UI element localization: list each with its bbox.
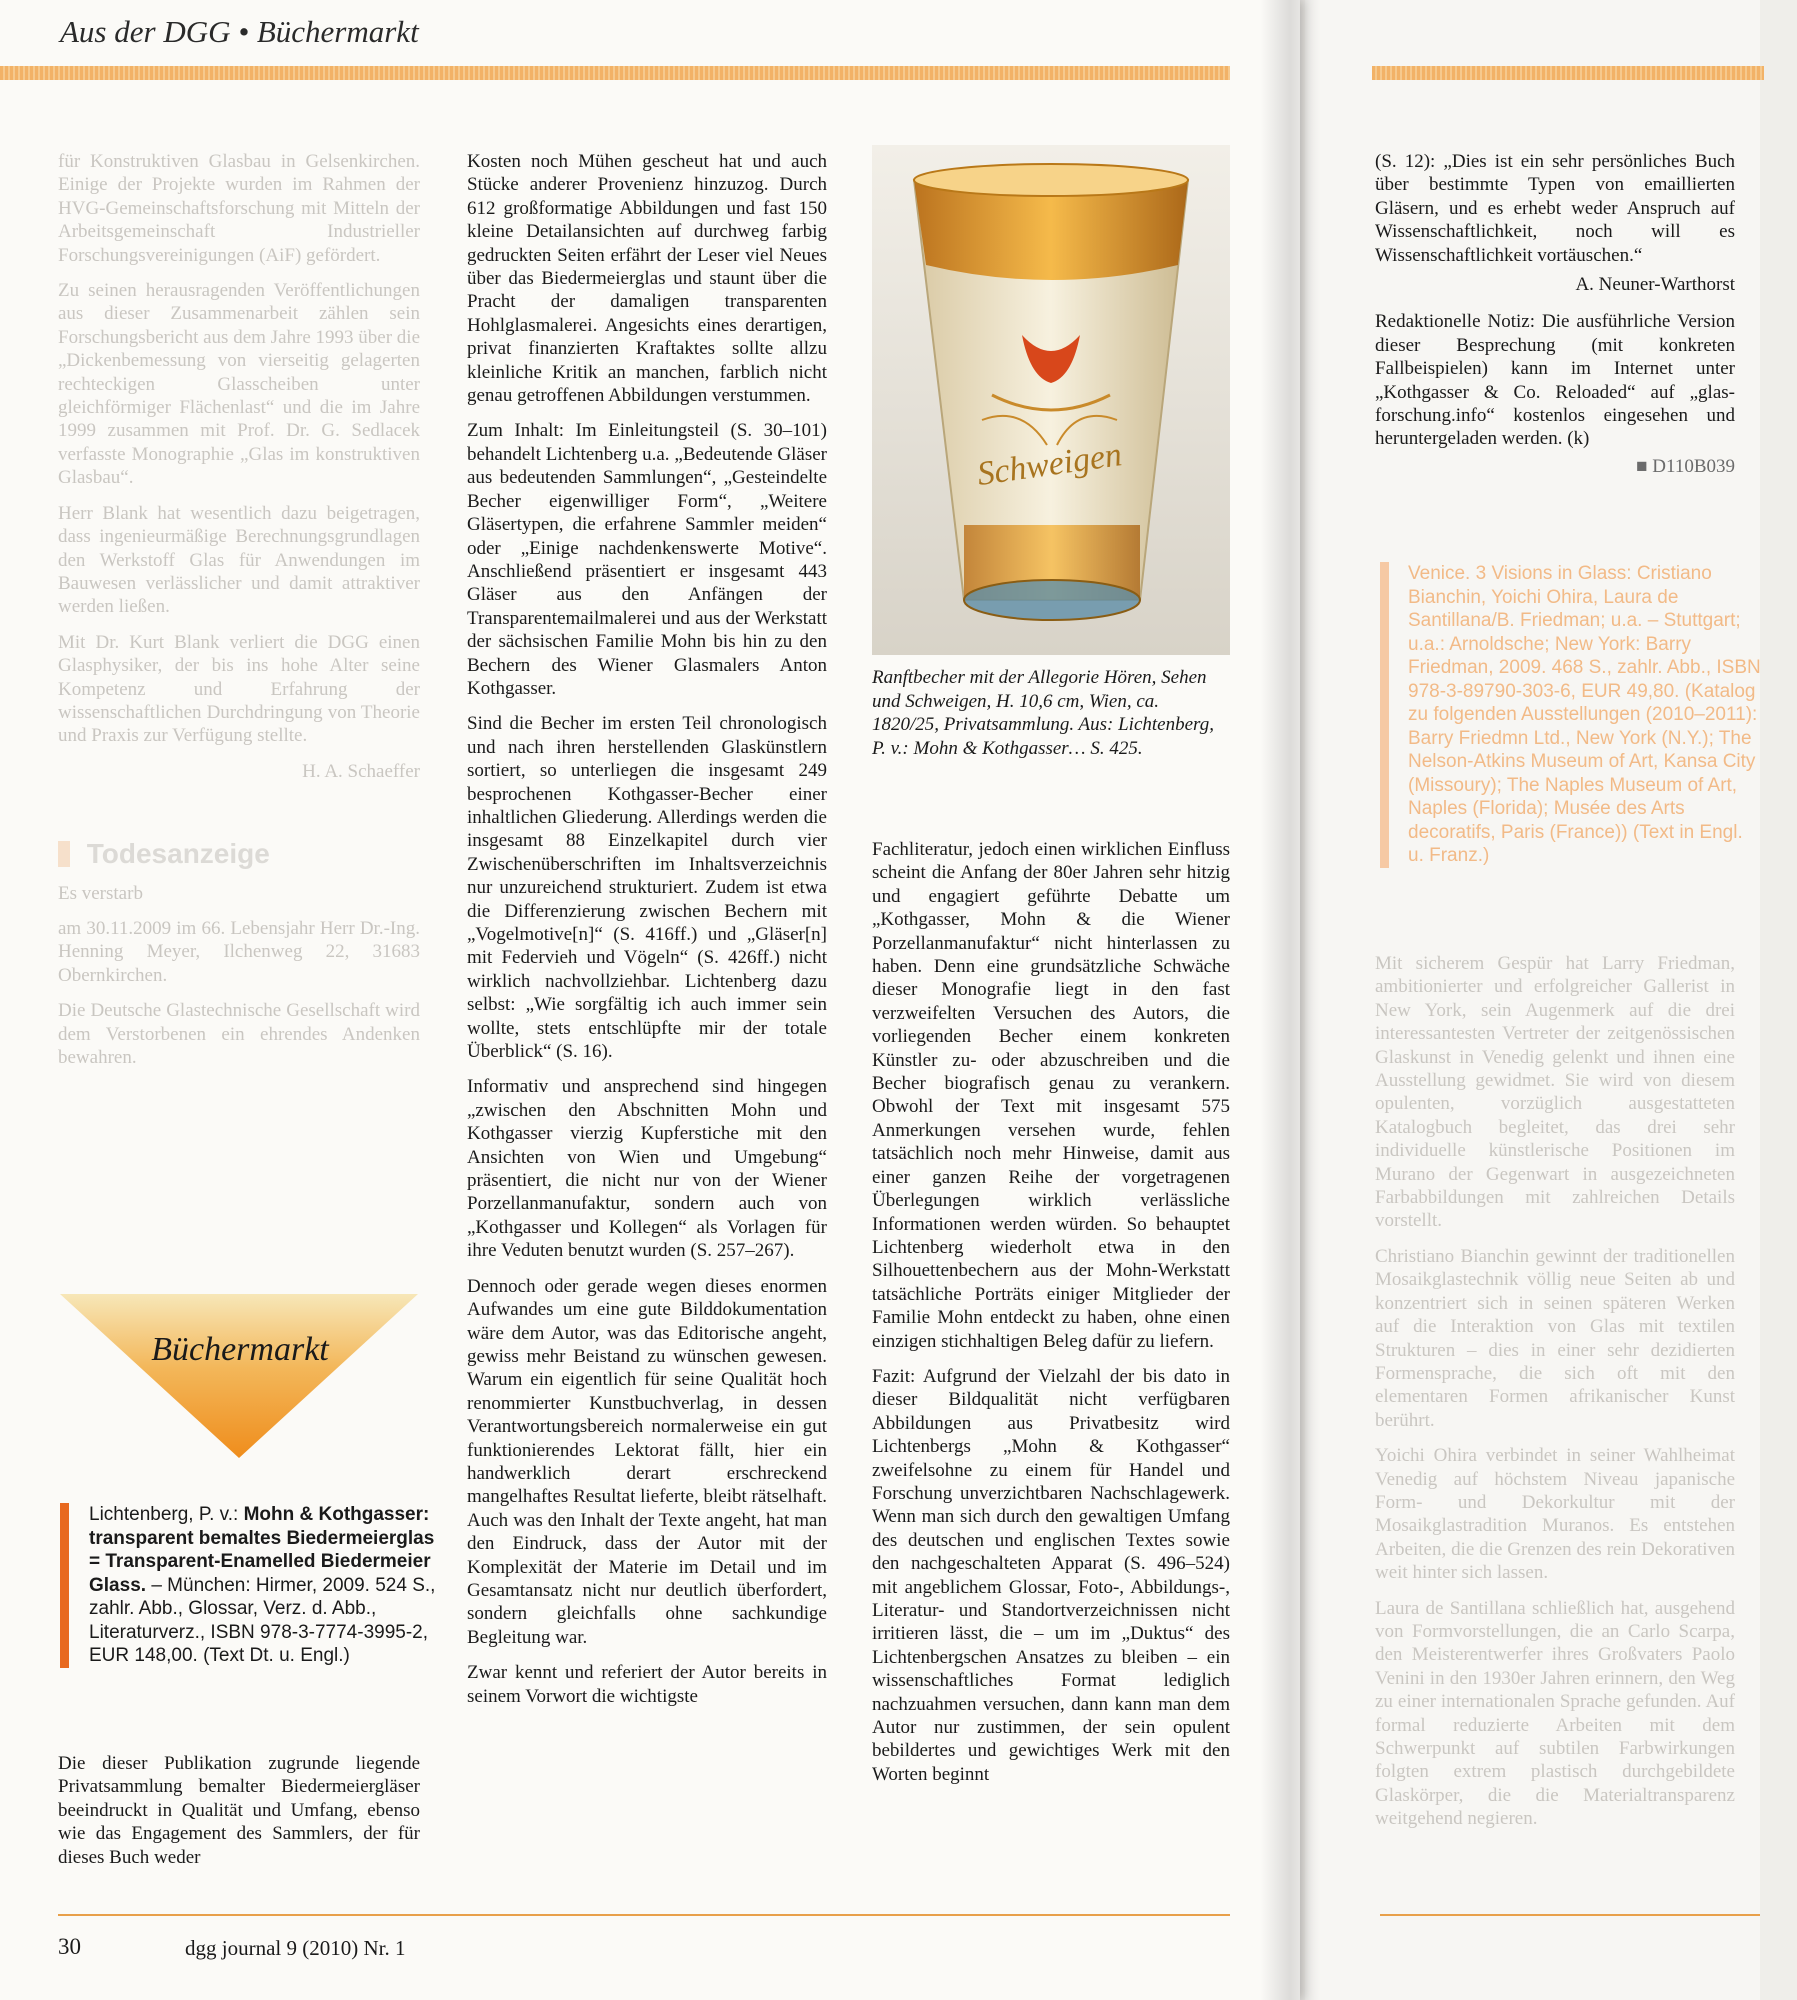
faded-paragraph: Mit Dr. Kurt Blank verliert die DGG einen Glasphysiker, der bis ins hohe Alter seine Kompetenz und Erfahrung der wissenschaftlichen Durchdringung von Theorie und Praxis zur Verfügung stellte. bbox=[58, 631, 420, 747]
book-title: Mohn & Kothgasser: transparent bemaltes Biedermeierglas = Transparent-Enamelled Biedermeier Glass. bbox=[89, 1504, 435, 1596]
glass-inscription: Schweigen bbox=[974, 436, 1125, 494]
facing-column bbox=[1375, 150, 1735, 478]
section-triangle-banner bbox=[58, 1292, 420, 1460]
book-author: Lichtenberg, P. v.: bbox=[89, 1504, 244, 1525]
column-1-intro bbox=[58, 1752, 420, 1881]
facing-faded-column bbox=[1375, 952, 1735, 1843]
page-number: 30 bbox=[58, 1934, 81, 1959]
faded-paragraph: Zu seinen herausragenden Veröffentlichungen aus dieser Zusammenarbeit zählen sein Forschungsbericht aus dem Jahre 1993 über die „Dickenbemessung von vierseitig gelagerten rechteckigen Glasscheiben unter gleichförmiger Flächenlast“ und die im Jahre 1999 zusammen mit Prof. Dr. G. Sedlacek verfasste Monographie „Glas im konstruktiven Glasbau“. bbox=[58, 280, 420, 489]
header-bar bbox=[0, 66, 1230, 80]
faded-signature: H. A. Schaeffer bbox=[302, 760, 420, 782]
article-code: ■ D110B039 bbox=[1636, 455, 1735, 477]
faded-paragraph: Christiano Bianchin gewinnt der traditionellen Mosaikglastechnik völlig neue Seiten ab und konzentriert sich in seinen späteren Werken auf die Interaktion von Glas mit textilen Strukturen – dies in einer sehr dezidierten Formensprache, die sich oft mit den elementaren Formen afrikanischer Kunst berührt. bbox=[1375, 1245, 1735, 1431]
facing-footer-rule bbox=[1380, 1914, 1760, 1916]
next-page-edge bbox=[1760, 0, 1797, 2000]
running-head: Aus der DGG • Büchermarkt bbox=[60, 14, 419, 49]
paragraph: Informativ und ansprechend sind hingegen „zwischen den Abschnitten Mohn und Kothgasser vierzig Kupferstiche mit den Ansichten von Wien und Umgebung“ präsentiert, die nicht nur von der Wiener Porzellanmanufaktur, sondern auch von „Kothgasser und Kollegen“ als Vorlagen für ihre Veduten benutzt wurden (S. 257–267). bbox=[467, 1076, 827, 1262]
paragraph: Kosten noch Mühen gescheut hat und auch Stücke anderer Provenienz hinzuzog. Durch 612 großformatige Abbildungen und fast 150 kleine Detailansichten auf durchweg farbig gedruckten Seiten erfährt der Leser viel Neues über das Biedermeierglas und staunt über die Pracht der damaligen transparenten Hohlglasmalerei. Angesichts eines derartigen, privat finanzierten Kraftaktes sollte allzu kleinliche Kritik an manchen, farblich nicht genau getroffenen Abbildungen verstummen. bbox=[467, 151, 827, 407]
paragraph: Zwar kennt und referiert der Autor bereits in seinem Vorwort die wichtigste bbox=[467, 1662, 827, 1707]
quote: (S. 12): „Dies ist ein sehr persönliches Buch über bestimmte Typen von emaillierten Gläsern, und es erhebt weder Anspruch auf Wissenschaftlichkeit, noch will es Wissenschaftlichkeit vortäuschen.“ bbox=[1375, 151, 1735, 266]
faded-heading: Todesanzeige bbox=[86, 838, 270, 870]
book-details: – München: Hirmer, 2009. 524 S., zahlr. Abb., Glossar, Verz. d. Abb., Literaturverz., ISBN 978-3-7774-3995-2, EUR 148,00. (Text Dt. u. Engl.) bbox=[89, 1574, 436, 1666]
paragraph: Zum Inhalt: Im Einleitungsteil (S. 30–101) behandelt Lichtenberg u.a. „Bedeutende Gläser aus bedeutenden Sammlungen“, „Gesteindelte Becher eigenwilliger Form“, „Weitere Gläsertypen, die erfahrene Sammler meiden“ oder „Einige nachdenkenswerte Motive“. Anschließend präsentiert er insgesamt 443 Gläser aus den Anfängen der Transparentemailmalerei und aus der Werkstatt der sächsischen Familie Mohn bis hin zu den Bechern des Wiener Glasmalers Anton Kothgasser. bbox=[467, 420, 827, 699]
faded-paragraph: Herr Blank hat wesentlich dazu beigetragen, dass ingenieurmäßige Berechnungsgrundlagen den Werkstoff Glas für Anwendungen im Bauwesen verlässlicher und damit attraktiver werden ließen. bbox=[58, 502, 420, 618]
column-3 bbox=[872, 838, 1230, 1798]
faded-paragraph: Die Deutsche Glastechnische Gesellschaft wird dem Verstorbenen ein ehrendes Andenken bewahren. bbox=[58, 1000, 420, 1068]
page-gutter bbox=[1260, 0, 1320, 2000]
column-1 bbox=[58, 150, 420, 1081]
paragraph: Die dieser Publikation zugrunde liegende Privatsammlung bemalter Biedermeiergläser beeindruckt in Qualität und Umfang, ebenso wie das Engagement des Sammlers, der für dieses Buch weder bbox=[58, 1753, 420, 1868]
review-signature: A. Neuner-Warthorst bbox=[1575, 274, 1735, 296]
section-label: Büchermarkt bbox=[151, 1331, 329, 1368]
paragraph: Fazit: Aufgrund der Vielzahl der bis dato in dieser Bildqualität nicht verfügbaren Abbildungen aus Privatbesitz wird Lichtenbergs „Mohn & Kothgasser“ zweifelsohne zu einem für Handel und Forschung unverzichtbaren Nachschlagewerk. Wenn man sich durch den gewaltigen Umfang des deutschen und englischen Textes sowie den nachgeschalteten Apparat (S. 496–524) mit angeblichem Glossar, Foto-, Abbildungs-, Literatur- und Standortverzeichnissen nicht irritieren lässt, die – um im „Duktus“ des Lichtenbergschen Ansatzes zu bleiben – ein wissenschaftliches Format lediglich nachzuahmen versuchen, dann kann man dem Autor nur zustimmen, der sein opulent bebildertes und gewichtiges Werk mit den Worten beginnt bbox=[872, 1365, 1230, 1785]
journal-name: dgg journal 9 (2010) Nr. 1 bbox=[185, 1936, 406, 1960]
editorial-note: Redaktionelle Notiz: Die ausführliche Version dieser Besprechung (mit konkreten Fallbeispielen) kann im Internet unter „Kothgasser & Co. Reloaded“ auf „glas-forschung.info“ kostenlos eingesehen und heruntergeladen werden. (k) bbox=[1375, 311, 1735, 450]
faded-paragraph: Yoichi Ohira verbindet in seiner Wahlheimat Venedig auf höchstem Niveau japanische Form- und Dekorkultur mit der Mosaikglastradition Muranos. Es entstehen Arbeiten, die die Grenzen des rein Dekorativen weit hinter sich lassen. bbox=[1375, 1445, 1735, 1584]
faded-paragraph: Laura de Santillana schließlich hat, ausgehend von Formvorstellungen, die an Carlo Scarpa, den Meisterentwerfer ihres Großvaters Paolo Venini in den 1930er Jahren erinnern, den Weg zu einer internationalen Sprache gefunden. Auf formal reduzierte Arbeiten mit dem Schwerpunkt auf subtilen Farbwirkungen folgten extrem plastisch durchgebildete Glaskörper, die die Materialtransparenz weitgehend negieren. bbox=[1375, 1597, 1735, 1830]
faded-heading-marker bbox=[58, 841, 70, 867]
footer-rule bbox=[58, 1914, 1230, 1916]
figure-caption: Ranftbecher mit der Allegorie Hören, Sehen und Schweigen, H. 10,6 cm, Wien, ca. 1820/25, Privatsammlung. Aus: Lichtenberg, P. v.: Mohn & Kothgasser… S. 425. bbox=[872, 667, 1214, 759]
paragraph: Sind die Becher im ersten Teil chronologisch und nach ihren herstellenden Glaskünstlern sortiert, so unterliegen die insgesamt 249 besprochenen Kothgasser-Becher einer inhaltlichen Gliederung. Allerdings werden die insgesamt 88 Einzelkapitel durch vier Zwischenüberschriften im Inhaltsverzeichnis nur unzureichend strukturiert. Zudem ist etwa die Differenzierung zwischen Bechern mit „Vogelmotive[n]“ (S. 416ff.) und „Gläser[n] mit Federvieh und Vögeln“ (S. 426ff.) nicht wirklich nachvollziehbar. Lichtenberg dazu selbst: „Wie sorgfältig ich auch immer sein wollte, stets entschlüpfte mir der totale Überblick“ (S. 16). bbox=[467, 713, 827, 1063]
paragraph: Fachliteratur, jedoch einen wirklichen Einfluss scheint die Anfang der 80er Jahren sehr hitzig und engagiert geführte Debatte um „Kothgasser, Mohn & die Wiener Porzellanmanufaktur“ nicht hinterlassen zu haben. Denn eine grundsätzliche Schwäche dieser Monografie liegt in den fast verzweifelten Versuchen des Autors, die vorliegenden Becher einem konkreten Künstler zu- oder abzuschreiben und die Becher biografisch genau zu verankern. Obwohl der Text mit insgesamt 575 Anmerkungen versehen wurde, fehlen tatsächlich noch mehr Hinweise, damit aus einer ganzen Reihe der vorgetragenen Überlegungen wirklich verlässliche Informationen werden würden. So behauptet Lichtenberg wiederholt etwa in den Silhouettenbechern aus der Mohn-Werkstatt tatsächliche Porträts einiger Mitglieder der Familie Mohn entdeckt zu haben, ohne einen einzigen stichhaltigen Beleg dafür zu liefern. bbox=[872, 839, 1230, 1352]
faded-paragraph: Es verstarb bbox=[58, 882, 143, 904]
faded-paragraph: Mit sicherem Gespür hat Larry Friedman, ambitionierter und erfolgreicher Gallerist in New York, sein Augenmerk auf die drei interessantesten Vertreter der zeitgenössischen Glaskunst in Venedig gelenkt und ihnen eine Ausstellung gewidmet. Sie wird von diesem opulenten, vorzüglich ausgestatteten Katalogbuch begleitet, das drei sehr individuelle künstlerische Positionen im Murano der Gegenwart in ausgezeichneten Farbabbildungen mit zahlreichen Details vorstellt. bbox=[1375, 953, 1735, 1232]
faded-paragraph: für Konstruktiven Glasbau in Gelsenkirchen. Einige der Projekte wurden im Rahmen der HVG-Gemeinschaftsforschung mit Mitteln der Arbeitsgemeinschaft Industrieller Forschungsvereinigungen (AiF) gefördert. bbox=[58, 151, 420, 266]
paragraph: Dennoch oder gerade wegen dieses enormen Aufwandes um eine gute Bilddokumentation wäre dem Autor, was das Editorische angeht, gewiss mehr Beistand zu wünschen gewesen. Warum ein eigentlich für seine Qualität hoch renommierter Kunstbuchverlag, in dessen Verantwortungsbereich normalerweise ein gut funktionierendes Lektorat fällt, hier ein handwerklich derart erschreckend mangelhaftes Resultat lieferte, bleibt rätselhaft. Auch was den Inhalt der Texte angeht, hat man den Eindruck, dass der Autor mit der Komplexität der Materie im Detail und im Gesamtansatz nicht nur deutlich überfordert, sondern gleichfalls ohne sachkundige Begleitung war. bbox=[467, 1275, 827, 1648]
faded-paragraph: am 30.11.2009 im 66. Lebensjahr Herr Dr.-Ing. Henning Meyer, Ilchenweg 22, 31683 Obernkirchen. bbox=[58, 917, 420, 986]
faded-book-info-box: Venice. 3 Visions in Glass: Cristiano Bianchin, Yoichi Ohira, Laura de Santillana/B. Friedman; u.a. – Stuttgart; u.a.: Arnoldsche; New York: Barry Friedman, 2009. 468 S., zahlr. Abb., ISBN 978-3-89790-303-6, EUR 49,80. (Katalog zu folgenden Ausstellungen (2010–2011): Barry Friedmn Ltd., New York (N.Y.); The Nelson-Atkins Museum of Art, Kansa City (Missoury); The Naples Museum of Art, Naples (Florida); Musée des Arts decoratifs, Paris (France)) (Text in Engl. u. Franz.) bbox=[1380, 562, 1763, 868]
triangle-shape bbox=[60, 1294, 418, 1458]
faded-heading-row bbox=[58, 838, 420, 870]
facing-header-bar bbox=[1372, 66, 1764, 80]
beaker-photo bbox=[872, 145, 1230, 655]
column-2 bbox=[467, 150, 827, 1720]
book-info-box bbox=[60, 1503, 449, 1668]
